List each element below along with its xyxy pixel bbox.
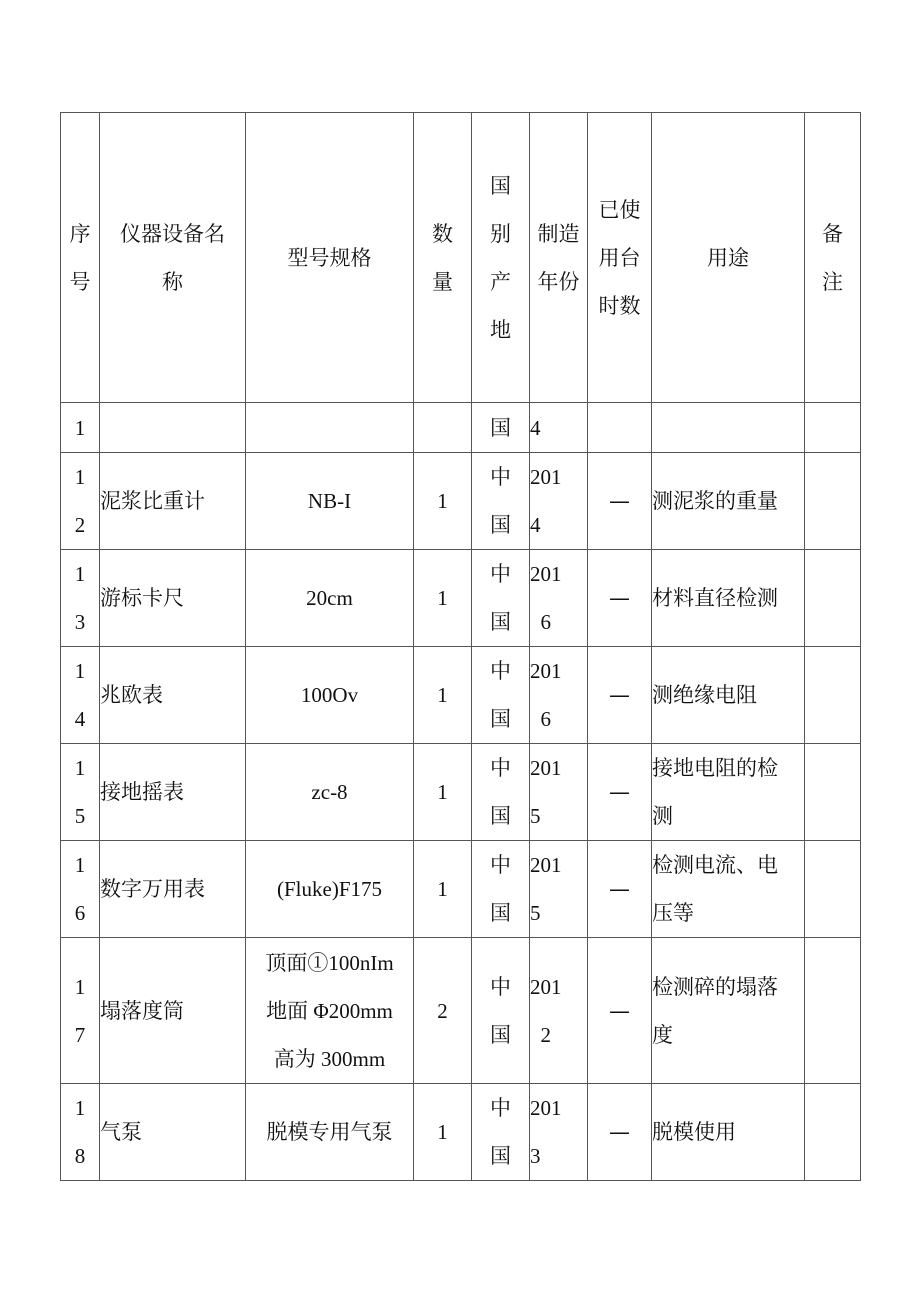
cell-name — [100, 403, 246, 453]
cell-model-line: 脱模专用气泵 — [266, 1120, 393, 1144]
cell-purpose — [652, 1084, 805, 1181]
cell-qty — [414, 841, 472, 938]
cell-model — [246, 647, 414, 744]
cell-origin — [472, 1084, 530, 1181]
cell-hours-value: — — [609, 683, 630, 707]
cell-seq-line: 1 — [74, 853, 86, 877]
cell-year-line: 201 — [530, 1096, 562, 1120]
cell-qty — [414, 550, 472, 647]
cell-note — [805, 938, 861, 1084]
cell-qty-value: 1 — [437, 586, 448, 610]
header-seq — [61, 113, 100, 403]
cell-hours — [588, 1084, 652, 1181]
cell-qty — [414, 744, 472, 841]
cell-seq-line: 2 — [74, 513, 86, 537]
cell-model-line: (Fluke)F175 — [277, 877, 382, 901]
header-hours-line: 已使 — [598, 197, 641, 222]
cell-origin-line: 国 — [490, 804, 511, 828]
cell-year-line: 201 — [530, 562, 562, 586]
header-year-line: 制造 — [537, 221, 580, 246]
header-row — [61, 113, 861, 403]
cell-hours-value: — — [609, 586, 630, 610]
cell-seq-line: 1 — [74, 465, 86, 489]
cell-name-line: 接地摇表 — [100, 780, 184, 804]
cell-qty-value: 1 — [437, 683, 448, 707]
cell-year-line: 4 — [530, 513, 541, 537]
cell-year — [530, 453, 588, 550]
cell-name-line: 数字万用表 — [100, 877, 205, 901]
table-body — [61, 113, 861, 1181]
cell-name — [100, 744, 246, 841]
cell-hours-value: — — [609, 780, 630, 804]
cell-purpose-line: 测泥浆的重量 — [652, 489, 778, 513]
cell-seq-line: 1 — [74, 659, 86, 683]
cell-origin-line: 中 — [490, 465, 511, 489]
cell-year — [530, 744, 588, 841]
cell-seq-line: 6 — [74, 901, 86, 925]
cell-qty-value: 2 — [437, 998, 448, 1023]
cell-purpose-line: 测绝缘电阻 — [652, 683, 757, 707]
cell-model — [246, 1084, 414, 1181]
cell-year — [530, 841, 588, 938]
cell-hours — [588, 841, 652, 938]
cell-seq-line: 4 — [74, 707, 86, 731]
header-seq-line: 号 — [69, 269, 91, 294]
cell-name-line: 兆欧表 — [100, 683, 163, 707]
header-hours-line: 用台 — [598, 245, 641, 270]
header-qty-line: 量 — [432, 269, 453, 294]
cell-name — [100, 453, 246, 550]
table-row — [61, 1084, 861, 1181]
cell-purpose-line: 测 — [652, 804, 673, 828]
cell-year — [530, 550, 588, 647]
cell-model — [246, 744, 414, 841]
cell-purpose-line: 检测碎的塌落 — [652, 974, 778, 999]
cell-origin-line: 中 — [490, 756, 511, 780]
cell-model-line: 100Ov — [300, 683, 359, 707]
cell-origin — [472, 403, 530, 453]
header-seq-line: 序 — [69, 221, 91, 246]
cell-note — [805, 403, 861, 453]
cell-year-line: 201 — [530, 465, 562, 489]
cell-name — [100, 938, 246, 1084]
header-model — [246, 113, 414, 403]
cell-hours — [588, 403, 652, 453]
cell-hours — [588, 453, 652, 550]
table-row — [61, 453, 861, 550]
cell-seq — [61, 647, 100, 744]
cell-model-line: 地面 Φ200mm — [266, 998, 393, 1023]
cell-seq — [61, 841, 100, 938]
cell-purpose — [652, 550, 805, 647]
cell-qty — [414, 938, 472, 1084]
cell-year-line: 3 — [530, 1144, 541, 1168]
cell-purpose-line: 检测电流、电 — [652, 853, 778, 877]
header-origin-line: 产 — [490, 269, 511, 294]
cell-name — [100, 647, 246, 744]
cell-model-line: 高为 300mm — [273, 1046, 386, 1071]
cell-model — [246, 550, 414, 647]
header-origin-line: 地 — [490, 317, 511, 342]
cell-year-line: 5 — [530, 804, 541, 828]
cell-year-line: 2 — [530, 1022, 551, 1047]
header-hours — [588, 113, 652, 403]
cell-hours-value: — — [609, 489, 630, 513]
cell-year — [530, 938, 588, 1084]
cell-origin-line: 国 — [490, 1144, 511, 1168]
cell-model-line: zc-8 — [311, 780, 348, 804]
cell-seq — [61, 403, 100, 453]
cell-purpose-line: 材料直径检测 — [652, 586, 778, 610]
cell-year-line: 201 — [530, 974, 562, 999]
cell-origin-line: 中 — [490, 659, 511, 683]
cell-hours-value: — — [609, 998, 630, 1023]
cell-year-line: 201 — [530, 659, 562, 683]
table-row — [61, 647, 861, 744]
cell-origin — [472, 841, 530, 938]
cell-year-line: 4 — [530, 415, 541, 440]
cell-origin-line: 中 — [490, 1096, 511, 1120]
cell-model — [246, 403, 414, 453]
cell-seq-line: 3 — [74, 610, 86, 634]
cell-year-line: 201 — [530, 756, 562, 780]
header-purpose-line: 用途 — [707, 245, 749, 270]
cell-seq — [61, 1084, 100, 1181]
cell-model — [246, 841, 414, 938]
cell-note — [805, 1084, 861, 1181]
cell-hours — [588, 938, 652, 1084]
cell-year-line: 6 — [530, 707, 551, 731]
cell-origin-line: 国 — [490, 513, 511, 537]
cell-purpose — [652, 744, 805, 841]
cell-purpose — [652, 453, 805, 550]
header-hours-line: 时数 — [598, 293, 641, 318]
cell-qty — [414, 647, 472, 744]
cell-origin-line: 中 — [490, 562, 511, 586]
cell-model — [246, 453, 414, 550]
cell-purpose — [652, 841, 805, 938]
cell-model — [246, 938, 414, 1084]
cell-note — [805, 841, 861, 938]
cell-note — [805, 453, 861, 550]
cell-name — [100, 1084, 246, 1181]
header-origin-line: 国 — [490, 173, 511, 198]
cell-note — [805, 744, 861, 841]
cell-purpose — [652, 403, 805, 453]
header-name-line: 仪器设备名 — [120, 221, 225, 246]
cell-origin-line: 国 — [490, 901, 511, 925]
cell-seq-line: 8 — [74, 1144, 86, 1168]
cell-purpose — [652, 647, 805, 744]
cell-hours — [588, 744, 652, 841]
header-note — [805, 113, 861, 403]
cell-name-line: 气泵 — [100, 1120, 142, 1144]
cell-note — [805, 550, 861, 647]
cell-name-line: 游标卡尺 — [100, 586, 184, 610]
cell-origin — [472, 938, 530, 1084]
cell-year — [530, 1084, 588, 1181]
cell-origin — [472, 647, 530, 744]
header-purpose — [652, 113, 805, 403]
cell-purpose-line: 压等 — [652, 901, 694, 925]
cell-qty — [414, 403, 472, 453]
cell-year-line: 5 — [530, 901, 541, 925]
header-name — [100, 113, 246, 403]
equipment-table — [60, 112, 861, 1181]
cell-purpose-line: 脱模使用 — [652, 1120, 736, 1144]
table-row — [61, 403, 861, 453]
cell-model-line: NB-I — [307, 489, 352, 513]
cell-origin-line: 国 — [490, 610, 511, 634]
cell-purpose-line: 度 — [652, 1022, 673, 1047]
cell-hours-value: — — [609, 877, 630, 901]
header-year-line: 年份 — [537, 269, 580, 294]
cell-model-line: 顶面①100nIm — [265, 950, 394, 975]
cell-seq-line: 1 — [74, 415, 86, 440]
cell-year — [530, 403, 588, 453]
cell-note — [805, 647, 861, 744]
cell-qty-value: 1 — [437, 780, 448, 804]
header-model-line: 型号规格 — [287, 245, 372, 270]
cell-seq — [61, 744, 100, 841]
cell-name-line: 泥浆比重计 — [100, 489, 205, 513]
header-qty-line: 数 — [432, 221, 453, 246]
cell-year-line: 6 — [530, 610, 551, 634]
cell-purpose-line: 接地电阻的检 — [652, 756, 778, 780]
cell-seq-line: 1 — [74, 562, 86, 586]
cell-origin-line: 国 — [490, 707, 511, 731]
cell-seq — [61, 453, 100, 550]
cell-hours — [588, 550, 652, 647]
cell-seq-line: 5 — [74, 804, 86, 828]
table-row — [61, 938, 861, 1084]
cell-name — [100, 841, 246, 938]
cell-qty-value: 1 — [437, 1120, 448, 1144]
header-note-line: 备 — [822, 221, 843, 246]
table-row — [61, 744, 861, 841]
cell-origin — [472, 550, 530, 647]
cell-seq — [61, 550, 100, 647]
header-origin-line: 别 — [490, 221, 511, 246]
table-row — [61, 841, 861, 938]
cell-name — [100, 550, 246, 647]
cell-qty — [414, 453, 472, 550]
cell-seq-line: 7 — [74, 1022, 86, 1047]
header-note-line: 注 — [822, 269, 843, 294]
cell-model-line: 20cm — [306, 586, 353, 610]
cell-hours — [588, 647, 652, 744]
table-row — [61, 550, 861, 647]
cell-year-line: 201 — [530, 853, 562, 877]
cell-seq-line: 1 — [74, 756, 86, 780]
header-name-line: 称 — [162, 269, 183, 294]
cell-origin — [472, 744, 530, 841]
cell-origin-line: 中 — [490, 853, 511, 877]
cell-year — [530, 647, 588, 744]
cell-seq — [61, 938, 100, 1084]
cell-origin-line: 国 — [490, 415, 511, 440]
cell-qty-value: 1 — [437, 877, 448, 901]
cell-origin — [472, 453, 530, 550]
cell-hours-value: — — [609, 1120, 630, 1144]
cell-origin-line: 国 — [490, 1022, 511, 1047]
header-year — [530, 113, 588, 403]
cell-name-line: 塌落度筒 — [100, 998, 184, 1023]
cell-qty-value: 1 — [437, 489, 448, 513]
header-qty — [414, 113, 472, 403]
cell-seq-line: 1 — [74, 974, 86, 999]
cell-qty — [414, 1084, 472, 1181]
cell-seq-line: 1 — [74, 1096, 86, 1120]
header-origin — [472, 113, 530, 403]
cell-purpose — [652, 938, 805, 1084]
cell-origin-line: 中 — [490, 974, 511, 999]
